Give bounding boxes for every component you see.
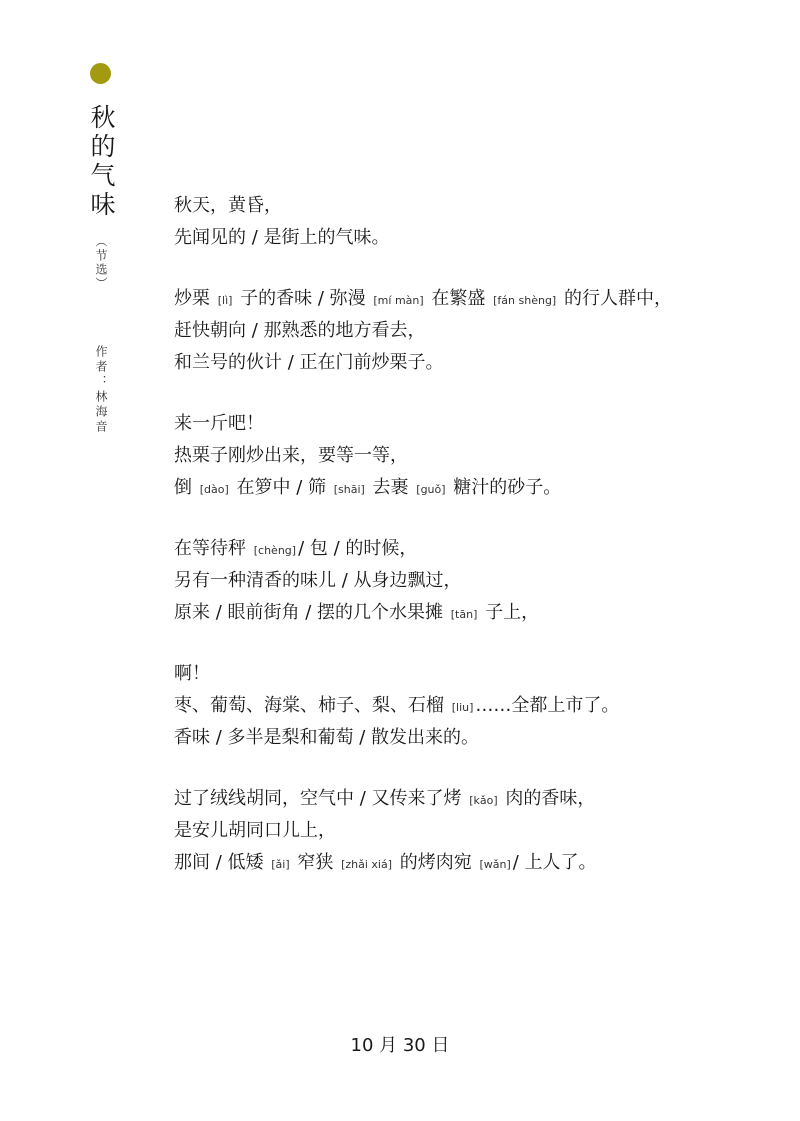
pinyin-annotation: [kǎo] xyxy=(469,794,498,807)
poem-line: 另有一种清香的味儿 / 从身边飘过， xyxy=(174,570,462,591)
pinyin-annotation: [liu] xyxy=(451,701,474,714)
poem-line: 啊！ xyxy=(174,663,210,684)
poem-line: 炒栗 [lì] 子的香味 / 弥漫 [mí màn] 在繁盛 [fán shèng] 的行人群中， xyxy=(174,288,672,309)
poem-line: 秋天，黄昏， xyxy=(174,195,282,216)
poem-subtitle: （节选） xyxy=(94,235,108,291)
pinyin-annotation: [guǒ] xyxy=(416,483,446,496)
poem-line: 热栗子刚炒出来，要等一等， xyxy=(174,445,408,466)
poem-line: 是安儿胡同口儿上， xyxy=(174,820,336,841)
poem-line: 香味 / 多半是梨和葡萄 / 散发出来的。 xyxy=(174,727,480,748)
pinyin-annotation: [mí màn] xyxy=(373,294,424,307)
pinyin-annotation: [ǎi] xyxy=(271,858,290,871)
date-footer: 10 月 30 日 xyxy=(350,1035,450,1056)
poem-line: 先闻见的 / 是街上的气味。 xyxy=(174,227,390,248)
poem-line: 来一斤吧！ xyxy=(174,413,264,434)
poem-line: 那间 / 低矮 [ǎi] 窄狭 [zhǎi xiá] 的烤肉宛 [wǎn] / 上人了。 xyxy=(174,852,597,873)
pinyin-annotation: [lì] xyxy=(217,294,233,307)
accent-dot xyxy=(90,63,111,84)
pinyin-annotation: [fán shèng] xyxy=(493,294,557,307)
poem-author: 作者：林海音 xyxy=(94,345,108,435)
pinyin-annotation: [zhǎi xiá] xyxy=(341,858,393,871)
pinyin-annotation: [dào] xyxy=(199,483,229,496)
stanza xyxy=(174,783,734,879)
pinyin-annotation: [shāi] xyxy=(333,483,365,496)
poem-line: 枣、葡萄、海棠、柿子、梨、石榴 [liu] ……全都上市了。 xyxy=(174,695,620,716)
poem-line: 和兰号的伙计 / 正在门前炒栗子。 xyxy=(174,352,444,373)
poem-line: 倒 [dào] 在箩中 / 筛 [shāi] 去裹 [guǒ] 糖汁的砂子。 xyxy=(174,477,562,498)
stanza xyxy=(174,533,734,629)
pinyin-annotation: [wǎn] xyxy=(479,858,511,871)
stanza xyxy=(174,408,734,504)
poem-line: 赶快朝向 / 那熟悉的地方看去， xyxy=(174,320,426,341)
poem-line: 原来 / 眼前街角 / 摆的几个水果摊 [tān] 子上， xyxy=(174,602,540,623)
poem-title: 秋的气味 xyxy=(87,104,116,220)
poem-body xyxy=(174,190,734,908)
poem-line: 在等待秤 [chèng] / 包 / 的时候， xyxy=(174,538,418,559)
stanza xyxy=(174,283,734,379)
pinyin-annotation: [tān] xyxy=(450,608,478,621)
stanza xyxy=(174,190,734,254)
stanza xyxy=(174,658,734,754)
pinyin-annotation: [chèng] xyxy=(253,544,297,557)
poem-line: 过了绒线胡同，空气中 / 又传来了烤 [kǎo] 肉的香味， xyxy=(174,788,596,809)
